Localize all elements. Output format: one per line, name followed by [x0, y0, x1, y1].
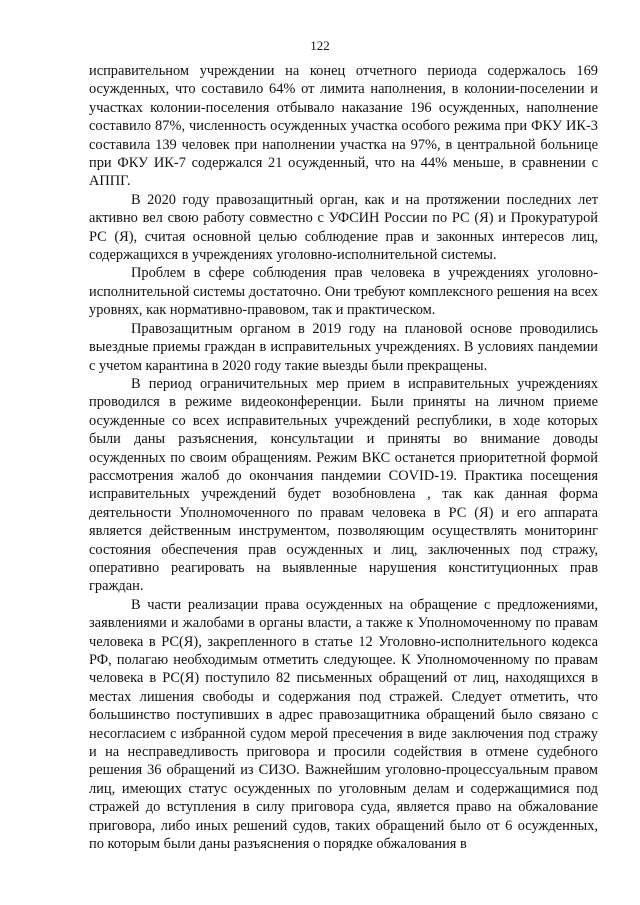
paragraph-problems: Проблем в сфере соблюдения прав человека в учреждениях уголовно-исполнительной системы достаточно. Они требуют комплексного решения на всех уровнях, как нормативно-правовом, так и практическом.	[89, 265, 598, 319]
paragraph-visiting-receptions: Правозащитным органом в 2019 году на плановой основе проводились выездные приемы граждан в исправительных учреждениях. В условиях пандемии с учетом карантина в 2020 году такие выезды были прекращены.	[89, 320, 598, 374]
paragraph-videoconference: В период ограничительных мер прием в исправительных учреждениях проводился в режиме видеоконференции. Были приняты на личном приеме осужденные со всех исправительных учреждений республики, в ходе которых были даны разъяснения, консультации и приняты во внимание доводы осужденных по своим обращениям. Режим ВКС останется приоритетной формой рассмотрения жалоб до окончания пандемии COVID-19. Практика посещения исправительных учреждений будет возобновлена , так как данная форма деятельности Уполномоченного по правам человека в РС (Я) и его аппарата является действенным инструментом, позволяющим осуществлять мониторинг состояния обеспечения прав осужденных и лиц, заключенных под стражу, оперативно реагировать на выявленные нарушения конституционных прав граждан.	[89, 375, 598, 595]
paragraph-2020-cooperation: В 2020 году правозащитный орган, как и на протяжении последних лет активно вел свою работу совместно с УФСИН России по РС (Я) и Прокуратурой РС (Я), считая основной целью соблюдение прав и законных интересов лиц, содержащихся в учреждениях уголовно-исполнительной системы.	[89, 191, 598, 264]
body-text	[89, 62, 598, 853]
page-number: 122	[310, 38, 330, 53]
paragraph-continuation: исправительном учреждении на конец отчетного периода содержалось 169 осужденных, что составило 64% от лимита наполнения, в колонии-поселении и участках колонии-поселения отбывало наказание 196 осужденных, наполнение составило 87%, численность осужденных участка особого режима при ФКУ ИК-3 составила 139 человек при наполнении участка на 97%, в центральной больнице при ФКУ ИК-7 содержался 21 осужденный, что на 44% меньше, в сравнении с АППГ.	[89, 63, 598, 190]
paragraph-appeals: В части реализации права осужденных на обращение с предложениями, заявлениями и жалобами в органы власти, а также к Уполномоченному по правам человека в РС(Я), закрепленного в статье 12 Уголовно-исполнительного кодекса РФ, полагаю необходимым отметить следующее. К Уполномоченному по правам человека в РС(Я) поступило 82 письменных обращений от лиц, находящихся в местах лишения свободы и содержания под стражей. Следует отметить, что большинство поступивших в адрес правозащитника обращений было связано с несогласием с избранной судом мерой пресечения в виде заключения под стражу и на несправедливость приговора и просили содействия в отмене судебного решения 36 обращений из СИЗО. Важнейшим уголовно-процессуальным правом лиц, имеющих статус осужденных по уголовным делам и содержащимися под стражей до вступления в силу приговора суда, является право на обжалование приговора, либо иных решений судов, таких обращений было от 6 осужденных, по которым были даны разъяснения о порядке обжалования в	[89, 596, 598, 853]
